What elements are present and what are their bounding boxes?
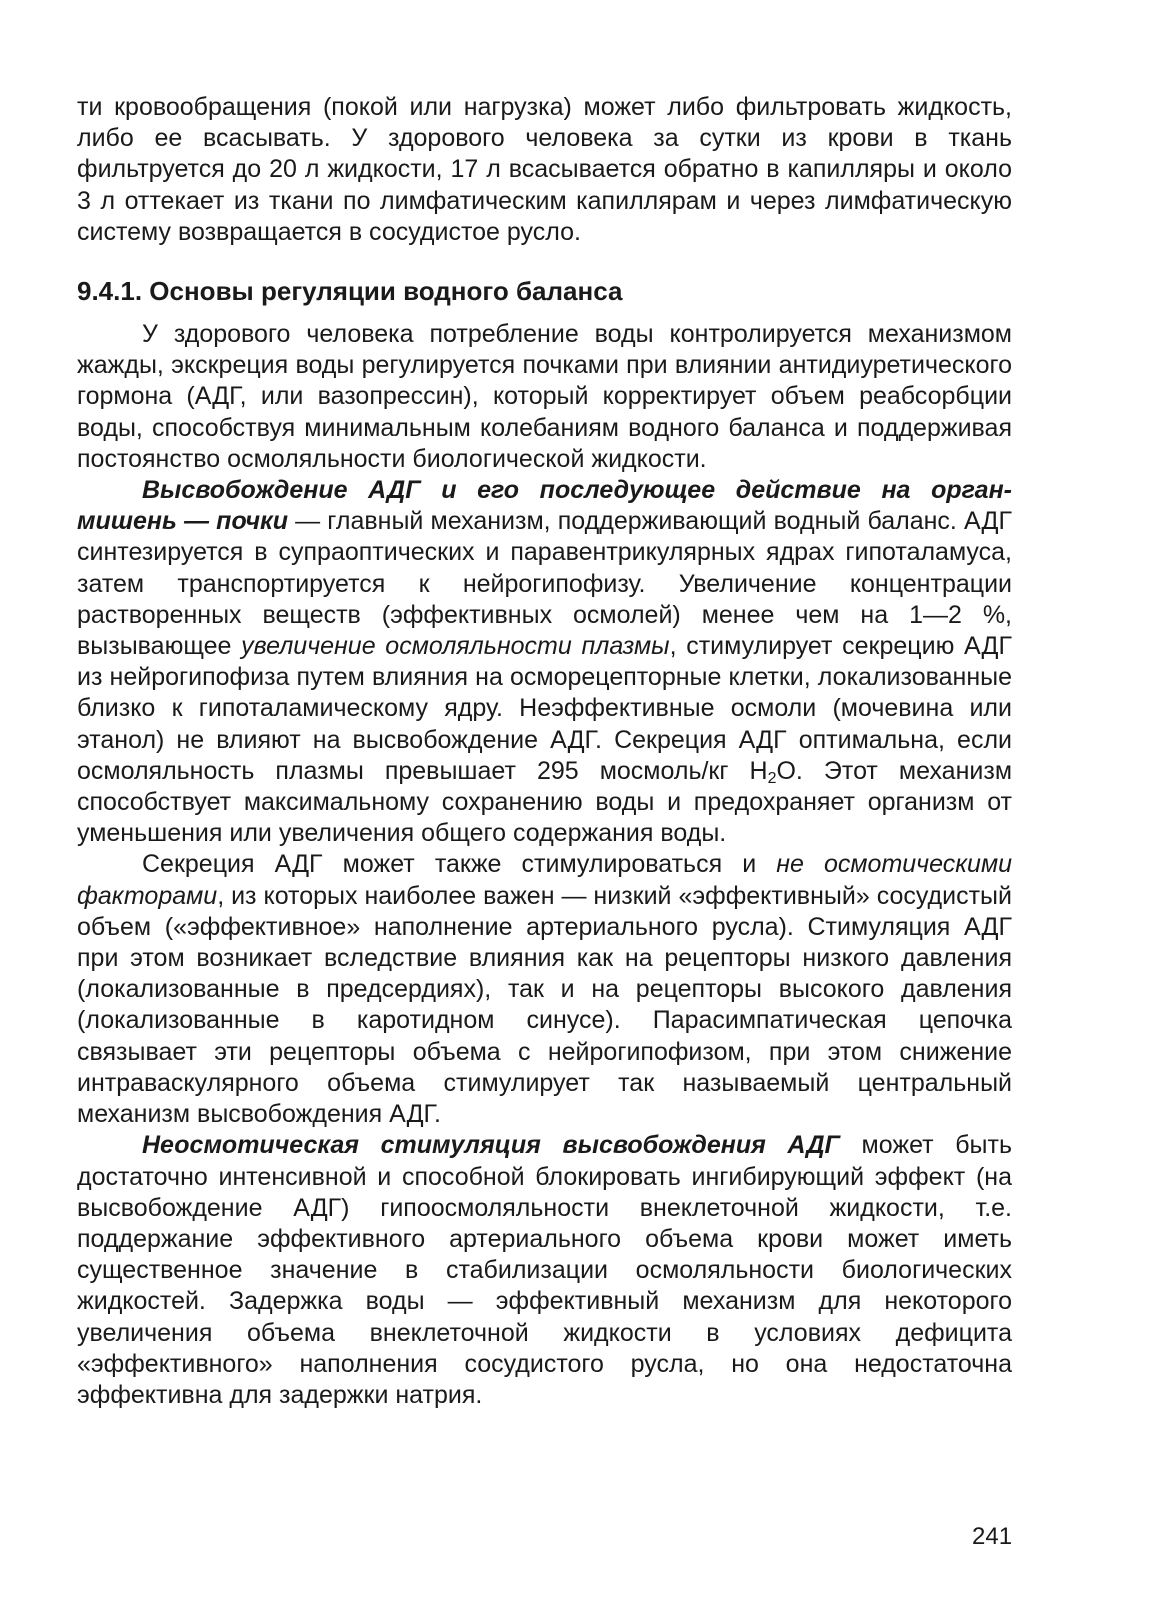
- paragraph-continuation: ти кровообращения (покой или нагрузка) может либо фильтровать жидкость, либо ее всасывать. У здорового человека за сутки из крови в ткань фильтруется до 20 л жидкости, 17 л всасывается обратно в капилляры и около 3 л оттекает из ткани по лимфатическим капиллярам и через лимфатическую систему возвращается в сосудистое русло.: [77, 93, 1012, 246]
- paragraph-adh-release: [77, 475, 1012, 849]
- emphasis-italic: увеличение осмоляльности плазмы: [241, 632, 670, 661]
- page-body: [77, 92, 1012, 1411]
- emphasis-bold-italic: Неосмотическая стимуляция высвобождения АДГ: [142, 1131, 840, 1160]
- page-number: 241: [972, 1523, 1013, 1550]
- emphasis-italic: не осмотическими факторами: [77, 850, 1012, 910]
- emphasis-bold-italic: Высвобождение АДГ и его последующее действие на орган-мишень — почки: [77, 476, 1012, 536]
- text-run: Секреция АДГ может также стимулироваться и: [142, 850, 777, 879]
- section-title: Основы регуляции водного баланса: [149, 276, 623, 307]
- section-number: 9.4.1.: [77, 276, 143, 307]
- section-heading: [77, 275, 1012, 307]
- text-run: может быть достаточно интенсивной и способной блокировать ингибирующий эффект (на высвобождение АДГ) гипоосмоляльности внеклеточной жидкости, т.е. поддержание эффективного артериального объема крови может иметь существенное значение в стабилизации осмоляльности биологических жидкостей. Задержка воды — эффективный механизм для некоторого увеличения объема внеклеточной жидкости в условиях дефицита «эффективного» наполнения сосудистого русла, но она недостаточна эффективна для задержки натрия.: [77, 1131, 1012, 1409]
- text-run: , стимулирует секрецию АДГ из нейрогипофиза путем влияния на осморецепторные клетки, локализованные близко к гипоталамическому ядру. Неэффективные осмоли (мочевина или этанол) не влияют на высвобождение АДГ. Секреция АДГ оптимальна, если осмоляльность плазмы превышает 295 мосмоль/кг Н: [77, 632, 1012, 785]
- text-run: О. Этот механизм способствует максимальному сохранению воды и предохраняет организм от уменьшения или увеличения общего содержания воды.: [77, 756, 1013, 848]
- text-run: , из которых наиболее важен — низкий «эффективный» сосудистый объем («эффективное» наполнение артериального русла). Стимуляция АДГ при этом возникает вследствие влияния как на рецепторы низкого давления (локализованные в предсердиях), так и на рецепторы высокого давления (локализованные в каротидном синусе). Парасимпатическая цепочка связывает эти рецепторы объема с нейрогипофизом, при этом снижение интраваскулярного объема стимулирует так называемый центральный механизм высвобождения АДГ.: [77, 881, 1012, 1129]
- paragraph-non-osmotic-factors: [77, 849, 1012, 1130]
- text-run: — главный механизм, поддерживающий водный баланс. АДГ синтезируется в супраоптических и паравентрикулярных ядрах гипоталамуса, затем транспортируется к нейрогипофизу. Увеличение концентрации растворенных веществ (эффективных осмолей) менее чем на 1—2 %, вызывающее: [77, 507, 1013, 661]
- subscript: 2: [767, 769, 777, 787]
- paragraph-water-balance: У здорового человека потребление воды контролируется механизмом жажды, экскреция воды регулируется почками при влиянии антидиуретического гормона (АДГ, или вазопрессин), который корректирует объем реабсорбции воды, способствуя минимальным колебаниям водного баланса и поддерживая постоянство осмоляльности биологической жидкости.: [77, 320, 1012, 473]
- paragraph-non-osmotic-stimulation: [77, 1130, 1012, 1411]
